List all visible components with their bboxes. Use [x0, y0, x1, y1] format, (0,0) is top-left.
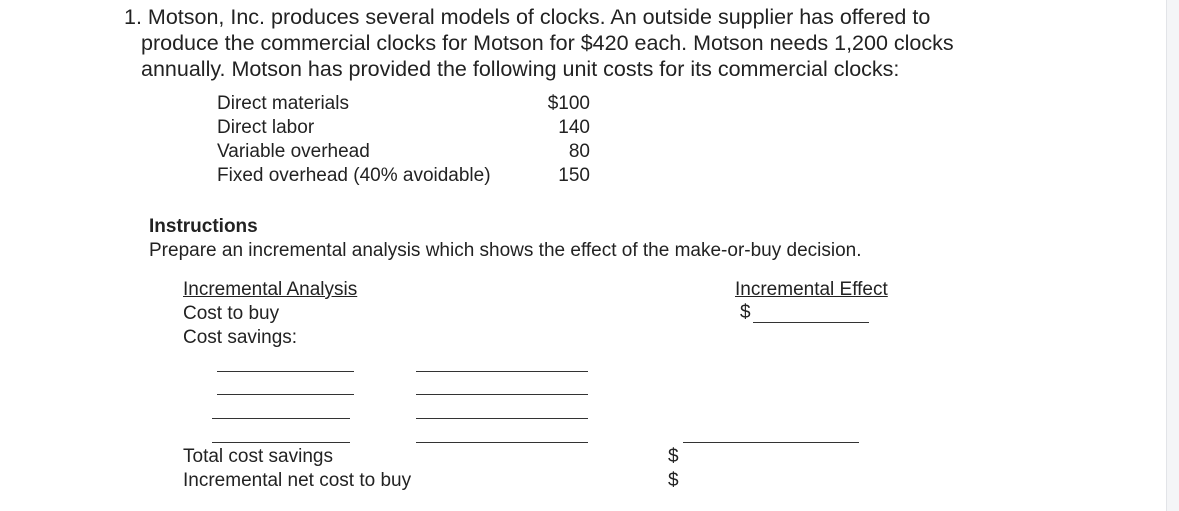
incremental-analysis-header: Incremental Analysis [183, 279, 358, 300]
cost-value: $100 [547, 93, 590, 114]
cost-savings-label: Cost savings: [183, 327, 298, 348]
total-cost-savings-dollar-sign: $ [668, 446, 679, 467]
cost-to-buy-label: Cost to buy [183, 303, 280, 324]
cost-to-buy-dollar-sign: $ [740, 302, 751, 323]
cost-value: 140 [558, 117, 590, 138]
cost-value: 150 [558, 165, 590, 186]
incremental-effect-header: Incremental Effect [735, 279, 888, 300]
cost-value: 80 [568, 141, 590, 162]
cost-savings-item-blank[interactable] [217, 394, 354, 395]
incremental-net-cost-label: Incremental net cost to buy [183, 470, 412, 491]
question-line-1: 1. Motson, Inc. produces several models of clocks. An outside supplier has offered to [124, 5, 931, 29]
instructions-heading: Instructions [149, 216, 258, 237]
cost-label: Direct labor [217, 117, 315, 138]
cost-to-buy-answer-blank[interactable] [753, 322, 869, 323]
question-line-3: annually. Motson has provided the following unit costs for its commercial clocks: [141, 57, 900, 81]
incremental-net-cost-dollar-sign: $ [668, 470, 679, 491]
cost-savings-item-blank[interactable] [217, 371, 354, 372]
instructions-text: Prepare an incremental analysis which shows the effect of the make-or-buy decision. [149, 240, 862, 261]
question-line-2: produce the commercial clocks for Motson for $420 each. Motson needs 1,200 clocks [141, 31, 954, 55]
cost-label: Variable overhead [217, 141, 370, 162]
cost-label: Fixed overhead (40% avoidable) [217, 165, 491, 186]
total-cost-savings-answer-blank[interactable] [683, 442, 859, 443]
cost-label: Direct materials [217, 93, 349, 114]
cost-savings-item-blank[interactable] [212, 442, 350, 443]
cost-savings-amount-blank[interactable] [416, 394, 588, 395]
total-cost-savings-label: Total cost savings [183, 446, 333, 467]
cost-savings-amount-blank[interactable] [416, 418, 588, 419]
cost-savings-item-blank[interactable] [212, 418, 350, 419]
cost-savings-amount-blank[interactable] [416, 442, 588, 443]
cost-savings-amount-blank[interactable] [416, 371, 588, 372]
